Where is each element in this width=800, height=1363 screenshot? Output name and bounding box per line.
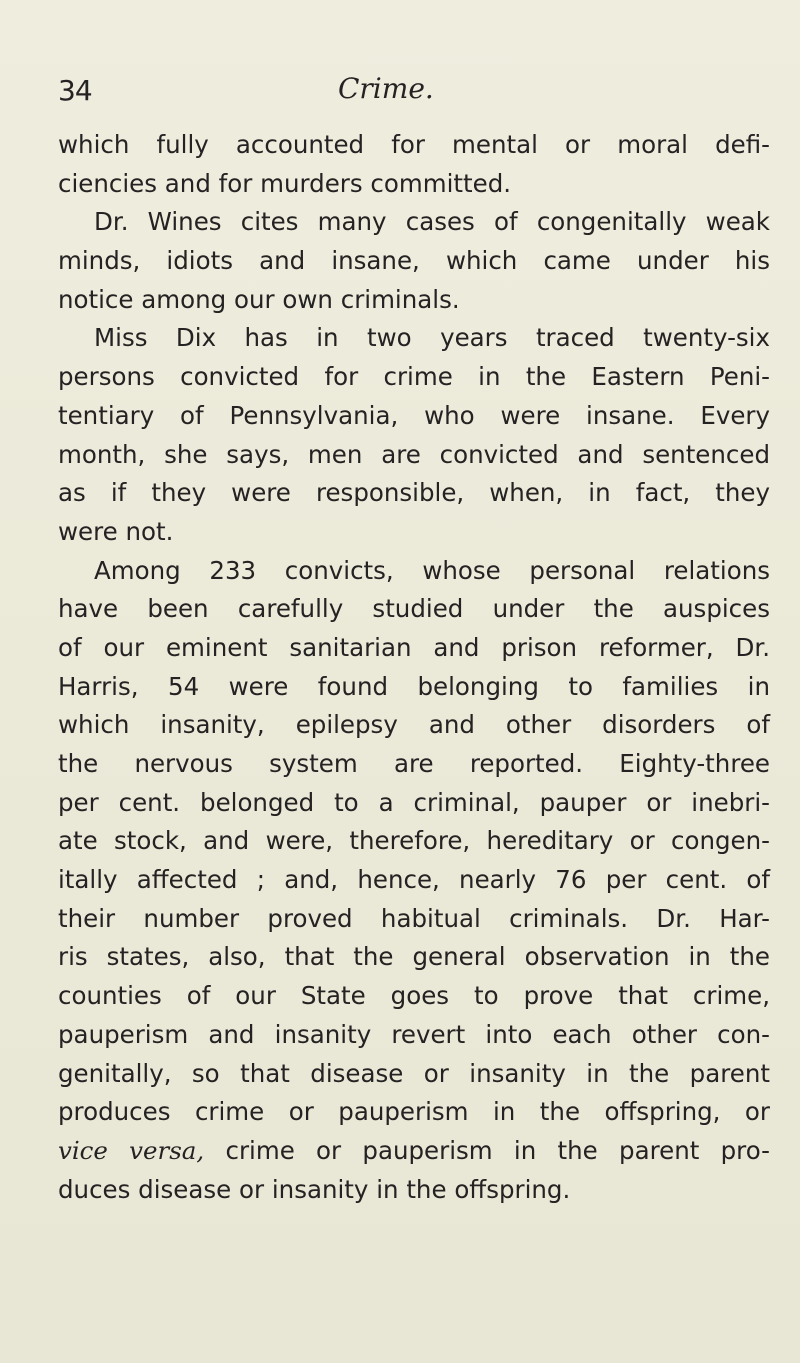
italic-phrase: vice versa, — [58, 1135, 205, 1165]
text-line: tentiary of Pennsylvania, who were insane. Every — [58, 400, 770, 430]
text-line: ciencies and for murders committed. — [58, 168, 512, 198]
text-line: notice among our own criminals. — [58, 284, 460, 314]
text-line: produces crime or pauperism in the offspring, or — [58, 1097, 770, 1127]
text-line-with-italic — [58, 1132, 770, 1171]
text-line: Harris, 54 were found belonging to families in — [58, 671, 770, 701]
body-text — [58, 126, 770, 1209]
text-line: ris states, also, that the general observation in the — [58, 942, 770, 972]
text-line: duces disease or insanity in the offspring. — [58, 1174, 571, 1204]
text-run: crime or pauperism in the parent pro- — [204, 1135, 770, 1165]
text-line: Miss Dix has in two years traced twenty-six — [94, 323, 770, 353]
text-line: itally affected ; and, hence, nearly 76 per cent. of — [58, 865, 770, 895]
page-number: 34 — [58, 74, 92, 107]
page-header — [0, 72, 800, 112]
text-line: which fully accounted for mental or moral defi- — [58, 130, 770, 159]
text-line: which insanity, epilepsy and other disorders of — [58, 710, 770, 740]
text-line: Among 233 convicts, whose personal relations — [94, 555, 770, 585]
text-line: of our eminent sanitarian and prison reformer, Dr. — [58, 632, 770, 662]
running-head: Crime. — [338, 72, 434, 105]
text-line: have been carefully studied under the auspices — [58, 594, 770, 624]
text-line: genitally, so that disease or insanity in the parent — [58, 1058, 770, 1088]
text-line: month, she says, men are convicted and sentenced — [58, 439, 770, 469]
text-line: the nervous system are reported. Eighty-three — [58, 749, 770, 778]
text-line: their number proved habitual criminals. Dr. Har- — [58, 903, 770, 933]
text-line: pauperism and insanity revert into each other con- — [58, 1019, 770, 1049]
text-line: persons convicted for crime in the Eastern Peni- — [58, 362, 770, 392]
text-line: as if they were responsible, when, in fact, they — [58, 478, 770, 508]
text-line: minds, idiots and insane, which came under his — [58, 246, 770, 276]
text-line: ate stock, and were, therefore, hereditary or congen- — [58, 826, 770, 856]
text-line: per cent. belonged to a criminal, pauper or inebri- — [58, 787, 770, 817]
text-line: were not. — [58, 516, 174, 546]
text-line: counties of our State goes to prove that crime, — [58, 981, 770, 1011]
text-line: Dr. Wines cites many cases of congenitally weak — [94, 207, 770, 237]
